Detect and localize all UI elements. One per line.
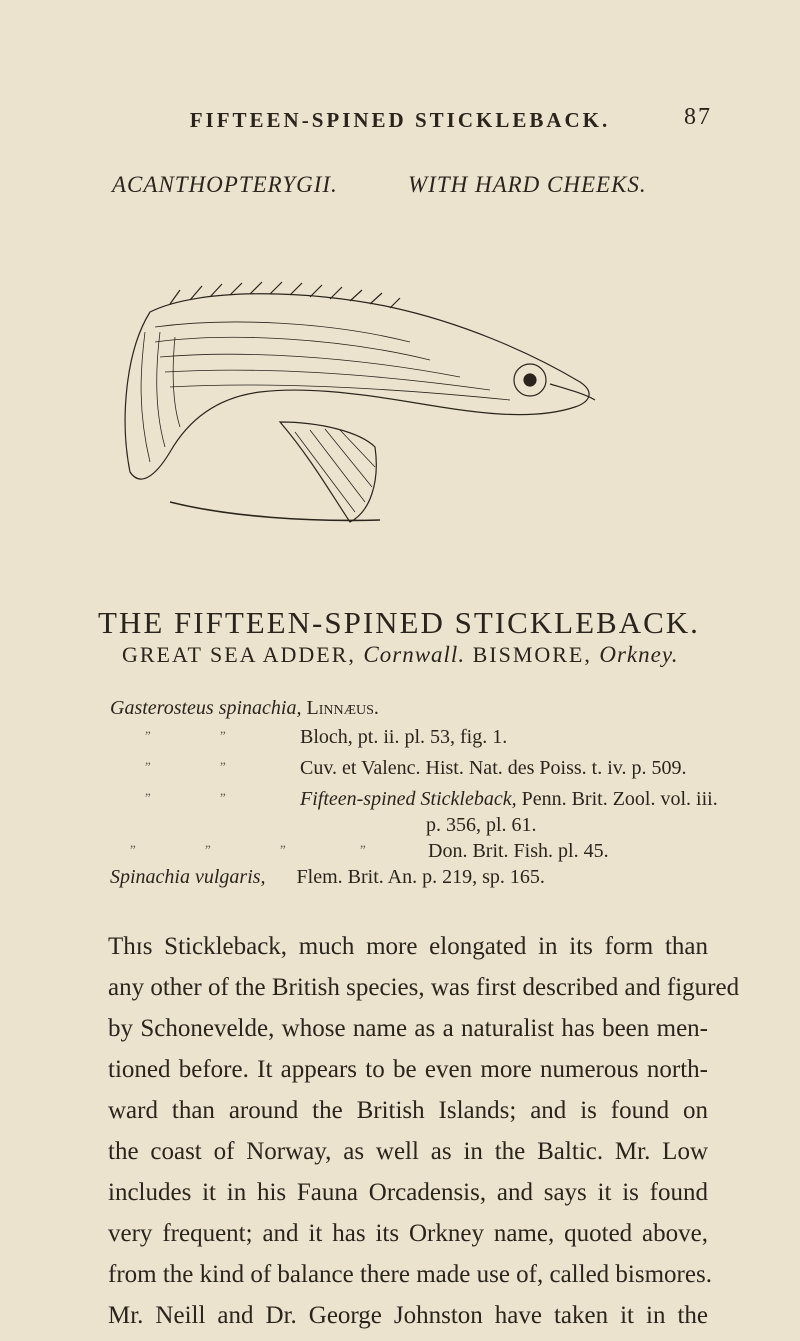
synonymy-ref-pennant xyxy=(300,788,718,811)
running-head: FIFTEEN-SPINED STICKLEBACK. xyxy=(189,108,611,132)
genus-alt-name: Spinachia vulgaris, xyxy=(110,866,266,888)
body-line: very frequent; and it has its Orkney name, quoted above, xyxy=(108,1220,708,1247)
ditto-mark: ” xyxy=(220,790,226,805)
body-line: by Schonevelde, whose name as a naturalist has been men- xyxy=(108,1015,708,1042)
dorsal-spines xyxy=(170,282,400,308)
ditto-mark: ” xyxy=(130,842,136,857)
order-heading: ACANTHOPTERYGII. xyxy=(112,172,338,197)
synonymy-ref-donovan: Don. Brit. Fish. pl. 45. xyxy=(428,840,609,862)
pennant-name: Fifteen-spined Stickleback, xyxy=(300,788,517,810)
group-heading: WITH HARD CHEEKS. xyxy=(408,172,647,197)
ditto-mark: ” xyxy=(145,790,151,805)
synonymy-ref-cuvier: Cuv. et Valenc. Hist. Nat. des Poiss. t. iv. p. 509. xyxy=(300,757,687,779)
body-line: any other of the British species, was first described and figured xyxy=(108,974,740,1001)
ditto-mark: ” xyxy=(205,842,211,857)
species-title: THE FIFTEEN-SPINED STICKLEBACK. xyxy=(98,605,700,640)
ditto-mark: ” xyxy=(220,728,226,743)
body-line: ward than around the British Islands; and is found on xyxy=(108,1097,708,1124)
common-name: GREAT SEA ADDER, xyxy=(122,642,356,667)
body-line: includes it in his Fauna Orcadensis, and says it is found xyxy=(108,1179,708,1206)
ditto-mark: ” xyxy=(280,842,286,857)
body-paragraph xyxy=(108,926,740,1336)
synonymy-line-1 xyxy=(110,697,379,720)
pennant-ref: Penn. Brit. Zool. vol. iii. xyxy=(521,788,718,810)
page-number: 87 xyxy=(684,104,712,130)
scientific-name: Gasterosteus spinachia, xyxy=(110,697,302,719)
synonymy-ref-pennant-cont: p. 356, pl. 61. xyxy=(426,814,537,836)
body-line: Mr. Neill and Dr. George Johnston have taken it in the xyxy=(108,1302,708,1329)
body-line: tioned before. It appears to be even more numerous north- xyxy=(108,1056,708,1083)
body-line: from the kind of balance there made use of, called bismores. xyxy=(108,1261,712,1288)
fish-body-outline xyxy=(125,294,589,479)
fleming-ref: Flem. Brit. An. p. 219, sp. 165. xyxy=(296,866,545,888)
ditto-mark: ” xyxy=(220,759,226,774)
ventral-fin xyxy=(280,422,376,522)
locality-orkney: Orkney. xyxy=(599,642,679,667)
ditto-mark: ” xyxy=(145,759,151,774)
stickleback-engraving xyxy=(110,272,610,542)
synonymy-line-5 xyxy=(110,866,545,889)
authority: Linnæus. xyxy=(306,697,379,719)
vernacular-names xyxy=(122,642,679,668)
alt-name: BISMORE, xyxy=(472,642,592,667)
body-line: Thɪs Stickleback, much more elongated in its form than xyxy=(108,933,708,960)
ditto-mark: ” xyxy=(145,728,151,743)
synonymy-ref-bloch: Bloch, pt. ii. pl. 53, fig. 1. xyxy=(300,726,508,748)
ditto-mark: ” xyxy=(360,842,366,857)
locality-cornwall: Cornwall. xyxy=(363,642,466,667)
body-line: the coast of Norway, as well as in the Baltic. Mr. Low xyxy=(108,1138,708,1165)
